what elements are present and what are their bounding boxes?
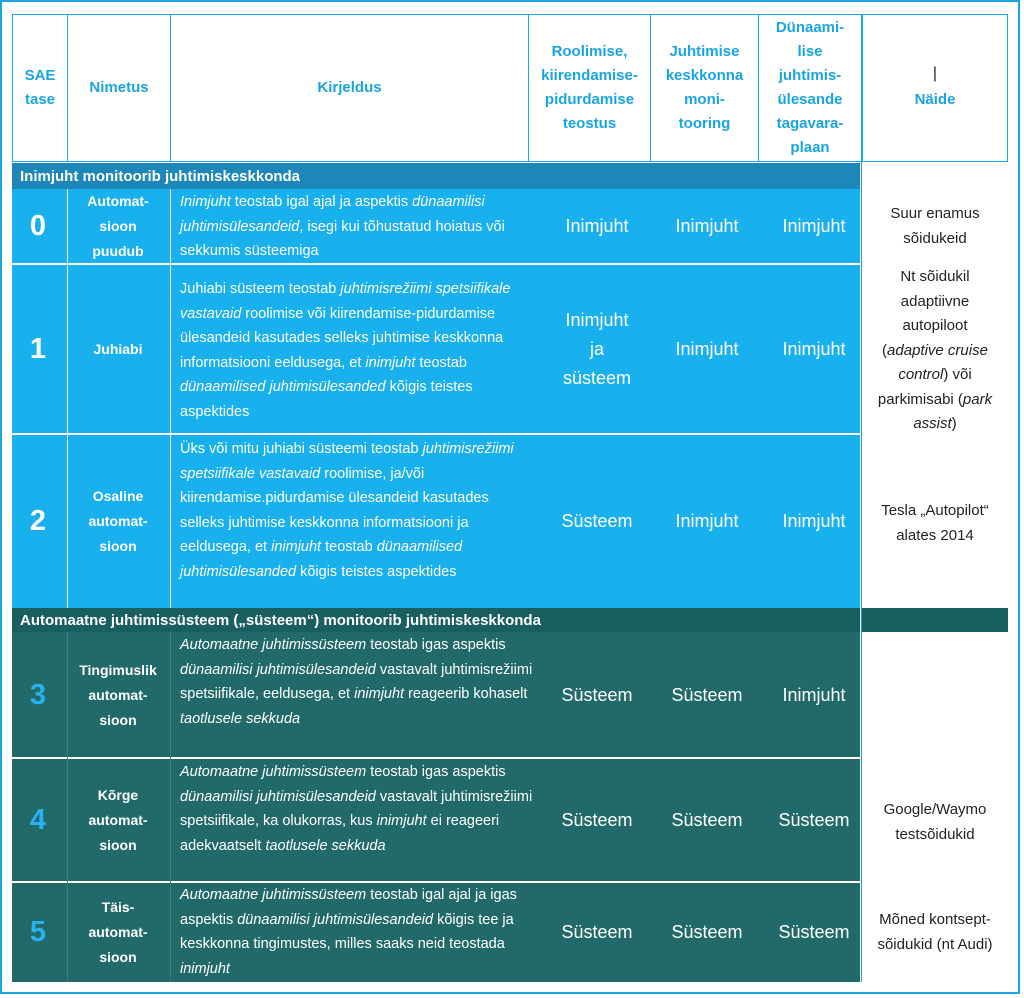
header-sae-level: SAE tase (12, 14, 68, 162)
table-row-level-1 (12, 265, 860, 434)
steering-value: Inimjuht (565, 216, 629, 236)
sae-level-number: 0 (29, 210, 47, 242)
level-description: Automaatne juhtimissüsteem teostab igas aspektis dünaamilisi juhtimisülesandeid vastavalt juhtimisrežiimi spetsiifikale, ka olukorras, kus inimjuht ei reageeri adekvaatselt taotlusele sekkuda (180, 764, 533, 854)
steering-value: Süsteem (561, 511, 633, 531)
level-description: Inimjuht teostab igal ajal ja aspektis dünaamilisi juhtimisülesandeid, isegi kui tõhustatud hoiatus või sekkumis süsteemiga (180, 194, 505, 259)
example-level-2: Tesla „Autopilot“ alates 2014 (881, 502, 989, 544)
monitoring-value: Süsteem (671, 922, 743, 942)
steering-value: Inimjuht ja süsteem (562, 310, 632, 388)
section-band-system-monitors-tail (862, 608, 1008, 632)
sae-level-number: 3 (29, 678, 47, 711)
monitoring-value: Inimjuht (675, 511, 739, 531)
monitoring-value: Inimjuht (675, 216, 739, 236)
monitoring-value: Inimjuht (675, 339, 739, 359)
level-name: Kõrge automat- sioon (88, 787, 148, 853)
section-band-human-monitors: Inimjuht monitoorib juhtimiskeskkonda (12, 163, 860, 189)
level-name: Juhiabi (93, 341, 143, 357)
fallback-value: Süsteem (778, 810, 850, 830)
sae-level-number: 5 (29, 916, 47, 948)
table-row-level-3 (12, 632, 860, 758)
fallback-value: Inimjuht (782, 511, 846, 531)
fallback-value: Süsteem (778, 922, 850, 942)
example-level-5: Mõned kontsept- sõidukid (nt Audi) (877, 911, 993, 953)
sae-level-number: 4 (29, 804, 47, 836)
column-divider (67, 632, 68, 982)
sae-level-number: 1 (29, 333, 47, 365)
fallback-value: Inimjuht (782, 216, 846, 236)
header-example-mark: | (932, 65, 938, 82)
header-name: Nimetus (67, 14, 171, 162)
level-name: Automat- sioon puudub (87, 193, 149, 259)
steering-value: Süsteem (561, 684, 633, 705)
monitoring-value: Süsteem (671, 684, 743, 705)
header-fallback-plan: Dünaami- lise juhtimis- ülesande tagavara- plaan (758, 14, 862, 162)
header-steering-execution: Roolimise, kiirendamise- pidurdamise teostus (528, 14, 651, 162)
header-example-label: Näide (914, 91, 956, 108)
column-divider (170, 632, 171, 982)
steering-value: Süsteem (561, 922, 633, 942)
level-name: Täis- automat- sioon (88, 899, 148, 965)
table-row-level-4 (12, 759, 860, 882)
example-level-1: Nt sõidukil adaptiivne autopiloot (adaptive cruise control) või parkimisabi (park assist) (877, 268, 993, 432)
steering-value: Süsteem (561, 810, 633, 830)
table-row-level-5 (12, 883, 860, 982)
example-level-0: Suur enamus sõidukeid (890, 205, 980, 247)
level-description: Üks või mitu juhiabi süsteemi teostab juhtimisrežiimi spetsiifikale vastavaid roolimise, ja/või kiirendamise.pidurdamise ülesandeid kasutades selleks juhtimise keskkonna informatsiooni ja eeldusega, et inimjuht teostab dünaamilised juhtimisülesanded kõigis teistes aspektides (180, 441, 514, 580)
section-band-system-monitors: Automaatne juhtimissüsteem („süsteem“) monitoorib juhtimiskeskkonda (12, 608, 860, 632)
table-row-level-0 (12, 189, 860, 264)
level-name: Osaline automat- sioon (88, 488, 148, 554)
fallback-value: Inimjuht (782, 684, 846, 705)
column-divider (170, 189, 171, 608)
level-name: Tingimuslik automat- sioon (79, 661, 157, 728)
header-environment-monitoring: Juhtimise keskkonna moni- tooring (650, 14, 759, 162)
level-description: Juhiabi süsteem teostab juhtimisrežiimi spetsiifikale vastavaid roolimise või kiirendamise-pidurdamise ülesandeid kasutades selleks juhtimise keskkonna informatsiooni eeldusega, et inimjuht teostab dünaamilised juhtimisülesanded kõigis teistes aspektides (180, 281, 511, 420)
sae-level-number: 2 (29, 505, 47, 537)
fallback-value: Inimjuht (782, 339, 846, 359)
level-description: Automaatne juhtimissüsteem teostab igal ajal ja igas aspektis dünaamilisi juhtimisülesandeid kõigis tee ja keskkonna tingimustes, milles saaks neid teostada inimjuht (180, 887, 517, 977)
header-description: Kirjeldus (170, 14, 529, 162)
table-row-level-2 (12, 435, 860, 608)
column-divider (67, 189, 68, 608)
monitoring-value: Süsteem (671, 810, 743, 830)
header-example (862, 14, 1008, 162)
level-description: Automaatne juhtimissüsteem teostab igas aspektis dünaamilisi juhtimisülesandeid vastavalt juhtimisrežiimi spetsiifikale, eeldusega, et inimjuht reageerib kohaselt taotlusele sekkuda (180, 637, 533, 727)
example-level-4: Google/Waymo testsõidukid (883, 801, 987, 843)
